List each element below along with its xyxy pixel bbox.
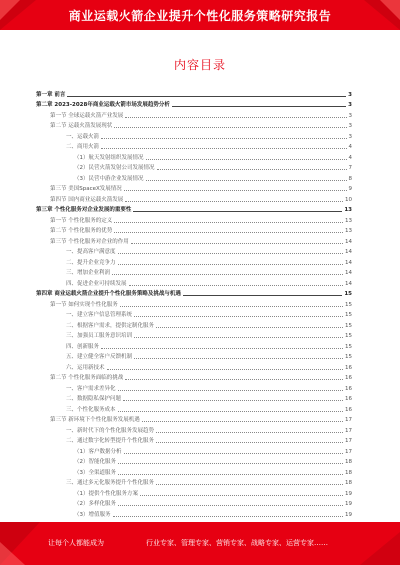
toc-leader-dots <box>124 453 344 454</box>
toc-entry[interactable] <box>36 402 352 413</box>
toc-entry-label: 第二节 运载火箭发展现状 <box>50 123 113 129</box>
toc-entry-label: 二、提升企业竞争力 <box>66 259 116 266</box>
toc-entry-label: 四、创新服务 <box>66 343 100 350</box>
toc-entry-page: 3 <box>348 133 352 140</box>
toc-entry[interactable] <box>36 339 352 350</box>
toc-entry[interactable] <box>36 413 352 424</box>
toc-entry-page: 15 <box>344 291 352 297</box>
toc-entry-page: 16 <box>345 364 352 371</box>
toc-entry[interactable] <box>36 161 352 172</box>
toc-leader-dots <box>112 274 343 275</box>
toc-chapter-entry[interactable] <box>36 87 352 98</box>
toc-leader-dots <box>124 190 347 191</box>
toc-entry-page: 18 <box>345 480 352 486</box>
toc-entry[interactable] <box>36 192 352 203</box>
toc-entry[interactable] <box>36 234 352 245</box>
toc-entry-label: 第三节 新环境下个性化服务发展机遇 <box>50 417 140 423</box>
toc-entry-page: 15 <box>345 301 352 308</box>
toc-entry[interactable] <box>36 434 352 445</box>
toc-entry-page: 19 <box>345 511 352 518</box>
toc-entry-page: 14 <box>345 270 352 276</box>
toc-entry[interactable] <box>36 224 352 235</box>
toc-entry-page: 8 <box>348 175 352 182</box>
toc-leader-dots <box>156 484 343 485</box>
toc-entry-label: （3）增值服务 <box>74 511 111 518</box>
toc-entry-label: （2）智能化服务 <box>74 459 116 465</box>
toc-entry-page: 14 <box>345 249 352 255</box>
toc-leader-dots <box>172 106 346 107</box>
toc-leader-dots <box>134 316 343 317</box>
toc-entry-page: 17 <box>345 448 352 455</box>
toc-entry-page: 18 <box>345 459 352 465</box>
toc-entry-label: 第二节 个性化服务面临的挑战 <box>50 375 124 381</box>
toc-leader-dots <box>134 358 343 359</box>
toc-entry-label: （1）客户数据分析 <box>74 448 122 455</box>
toc-entry-label: 第一节 如何实现个性化服务 <box>50 301 118 308</box>
toc-entry-label: 一、客户需求差异化 <box>66 385 116 392</box>
toc-entry[interactable] <box>36 318 352 329</box>
toc-leader-dots <box>114 232 343 233</box>
toc-entry[interactable] <box>36 129 352 140</box>
toc-entry-label: 第三节 个性化服务对企业的作用 <box>50 238 129 245</box>
toc-leader-dots <box>67 96 346 97</box>
toc-entry-label: 一、提高客户满意度 <box>66 249 116 255</box>
toc-entry-label: （1）提供个性化服务方案 <box>74 490 139 497</box>
toc-entry[interactable] <box>36 465 352 476</box>
header-banner <box>0 0 400 30</box>
footer-slogan: 让每个人都能成为 <box>48 539 104 547</box>
toc-entry-page: 3 <box>348 91 352 98</box>
toc-entry-label: （3）全渠道服务 <box>74 469 116 476</box>
toc-entry-page: 17 <box>345 427 352 434</box>
toc-heading: 内容目录 <box>173 58 226 72</box>
toc-entry[interactable] <box>36 140 352 151</box>
toc-entry[interactable] <box>36 444 352 455</box>
toc-entry[interactable] <box>36 245 352 256</box>
toc-entry[interactable] <box>36 486 352 497</box>
toc-entry-page: 13 <box>345 217 352 224</box>
toc-leader-dots <box>156 432 343 433</box>
toc-entry-page: 14 <box>345 259 352 266</box>
toc-entry-label: （1）航天发射组织发展情况 <box>74 154 144 161</box>
toc-entry[interactable] <box>36 276 352 287</box>
toc-entry[interactable] <box>36 255 352 266</box>
toc-leader-dots <box>101 348 343 349</box>
toc-entry-label: 三、加强员工服务意识培训 <box>66 333 133 339</box>
toc-entry[interactable] <box>36 455 352 466</box>
toc-entry-label: 一、运载火箭 <box>66 133 100 140</box>
toc-entry-page: 15 <box>345 322 352 329</box>
toc-leader-dots <box>123 400 343 401</box>
toc-leader-dots <box>157 169 347 170</box>
toc-entry[interactable] <box>36 423 352 434</box>
toc-entry-label: 六、运用新技术 <box>66 364 105 371</box>
toc-entry[interactable] <box>36 329 352 340</box>
toc-leader-dots <box>129 285 343 286</box>
toc-leader-dots <box>118 264 343 265</box>
toc-leader-dots <box>156 442 343 443</box>
toc-entry-page: 18 <box>345 469 352 476</box>
toc-entry[interactable] <box>36 108 352 119</box>
toc-entry-page: 3 <box>348 123 352 129</box>
toc-leader-dots <box>134 337 343 338</box>
toc-entry[interactable] <box>36 308 352 319</box>
toc-leader-dots <box>118 411 343 412</box>
toc-entry[interactable] <box>36 171 352 182</box>
toc-entry[interactable] <box>36 371 352 382</box>
toc-entry-page: 14 <box>345 238 352 245</box>
toc-entry-label: 三、个性化服务成本 <box>66 406 116 413</box>
toc-leader-dots <box>101 148 346 149</box>
toc-entry-page: 16 <box>345 396 352 402</box>
toc-leader-dots <box>118 390 343 391</box>
toc-chapter-entry[interactable] <box>36 203 352 214</box>
toc-leader-dots <box>125 117 346 118</box>
toc-leader-dots <box>140 495 343 496</box>
toc-entry[interactable] <box>36 297 352 308</box>
toc-entry-page: 15 <box>345 343 352 350</box>
toc-entry-page: 13 <box>344 207 352 213</box>
toc-entry-label: 第三节 美国SpaceX发展情况 <box>50 186 122 192</box>
toc-entry-page: 16 <box>345 375 352 381</box>
toc-entry-label: 第四章 商业运载火箭企业提升个性化服务策略及挑战与机遇 <box>36 291 181 297</box>
toc-entry-page: 19 <box>345 501 352 507</box>
toc-entry-label: 第二章 2023-2028年商业运载火箭市场发展趋势分析 <box>36 102 170 108</box>
toc-entry-page: 17 <box>345 417 352 423</box>
toc-leader-dots <box>113 516 344 517</box>
footer-banner <box>0 522 400 565</box>
toc-leader-dots <box>118 474 343 475</box>
toc-entry-page: 15 <box>345 354 352 360</box>
toc-entry-label: 二、商用火箭 <box>66 144 100 150</box>
toc-entry-page: 14 <box>345 280 352 287</box>
toc-entry-label: 第三章 个性化服务对企业发展的重要性 <box>36 207 132 213</box>
toc-entry-page: 19 <box>345 490 352 497</box>
toc-entry-page: 3 <box>348 102 352 108</box>
toc-entry-page: 3 <box>348 112 352 119</box>
toc-entry-label: 二、通过数字化转型提升个性化服务 <box>66 438 155 444</box>
toc-leader-dots <box>183 295 342 296</box>
toc-entry-page: 7 <box>348 165 352 171</box>
toc-leader-dots <box>118 253 343 254</box>
toc-leader-dots <box>114 127 346 128</box>
toc-entry-page: 17 <box>345 438 352 444</box>
toc-entry-label: 第一节 个性化服务的定义 <box>50 217 113 224</box>
toc-leader-dots <box>107 369 343 370</box>
toc-entry-page: 13 <box>345 228 352 234</box>
toc-entry-page: 10 <box>345 196 352 203</box>
toc-entry-label: （2）多样化服务 <box>74 501 116 507</box>
toc-chapter-entry[interactable] <box>36 287 352 298</box>
toc-leader-dots <box>120 306 343 307</box>
toc-leader-dots <box>146 180 347 181</box>
toc-entry-label: 第二节 个性化服务的优势 <box>50 228 113 234</box>
toc-entry-label: 五、建立健全客户反馈机制 <box>66 354 133 360</box>
toc-entry[interactable] <box>36 392 352 403</box>
toc-entry-label: （3）民营中游企业发展情况 <box>74 175 144 182</box>
toc-leader-dots <box>118 463 343 464</box>
report-title: 商业运载火箭企业提升个性化服务策略研究报告 <box>68 9 332 23</box>
toc-leader-dots <box>146 159 347 160</box>
toc-entry[interactable] <box>36 150 352 161</box>
toc-leader-dots <box>142 421 343 422</box>
toc-entry-page: 16 <box>345 385 352 392</box>
toc-entry-label: 四、促进企业可持续发展 <box>66 280 127 287</box>
toc-leader-dots <box>118 505 343 506</box>
toc-entry[interactable] <box>36 266 352 277</box>
toc-entry-label: 一、新时代下的个性化服务发展趋势 <box>66 427 155 434</box>
toc-entry-page: 16 <box>345 406 352 413</box>
toc-entry-page: 4 <box>348 154 352 161</box>
toc-entry[interactable] <box>36 350 352 361</box>
footer-tags: 行业专家、管理专家、营销专家、战略专家、运营专家…… <box>146 539 328 547</box>
toc-entry-label: 二、根据客户需求，提供定制化服务 <box>66 322 155 329</box>
toc-entry-label: 三、增加企业利润 <box>66 270 111 276</box>
toc-entry[interactable] <box>36 182 352 193</box>
toc-entry[interactable] <box>36 476 352 487</box>
toc-entry-page: 15 <box>345 333 352 339</box>
toc-entry-label: 一、建立客户信息管理系统 <box>66 312 133 318</box>
toc-entry[interactable] <box>36 213 352 224</box>
toc-entry-page: 4 <box>348 144 352 150</box>
toc-entry[interactable] <box>36 360 352 371</box>
toc-leader-dots <box>131 243 343 244</box>
toc-leader-dots <box>156 327 343 328</box>
toc-entry-page: 15 <box>345 312 352 318</box>
toc-leader-dots <box>101 138 346 139</box>
toc-entry[interactable] <box>36 119 352 130</box>
toc-leader-dots <box>125 379 343 380</box>
table-of-contents <box>36 87 352 518</box>
toc-entry-label: 第四节 国内商业运载火箭发展 <box>50 196 124 203</box>
toc-leader-dots <box>133 211 342 212</box>
toc-leader-dots <box>114 222 343 223</box>
toc-entry[interactable] <box>36 381 352 392</box>
toc-chapter-entry[interactable] <box>36 98 352 109</box>
toc-entry-label: 第一节 全球运载火箭产业发展 <box>50 112 124 119</box>
toc-entry-label: 第一章 前言 <box>36 91 66 98</box>
toc-entry[interactable] <box>36 507 352 518</box>
toc-entry-label: 二、数据隐私保护问题 <box>66 396 122 402</box>
toc-entry-label: （2）民营火箭发射公司发展情况 <box>74 165 155 171</box>
toc-entry[interactable] <box>36 497 352 508</box>
toc-leader-dots <box>125 201 343 202</box>
toc-entry-label: 三、通过多元化服务提升个性化服务 <box>66 480 155 486</box>
toc-entry-page: 9 <box>348 186 352 192</box>
